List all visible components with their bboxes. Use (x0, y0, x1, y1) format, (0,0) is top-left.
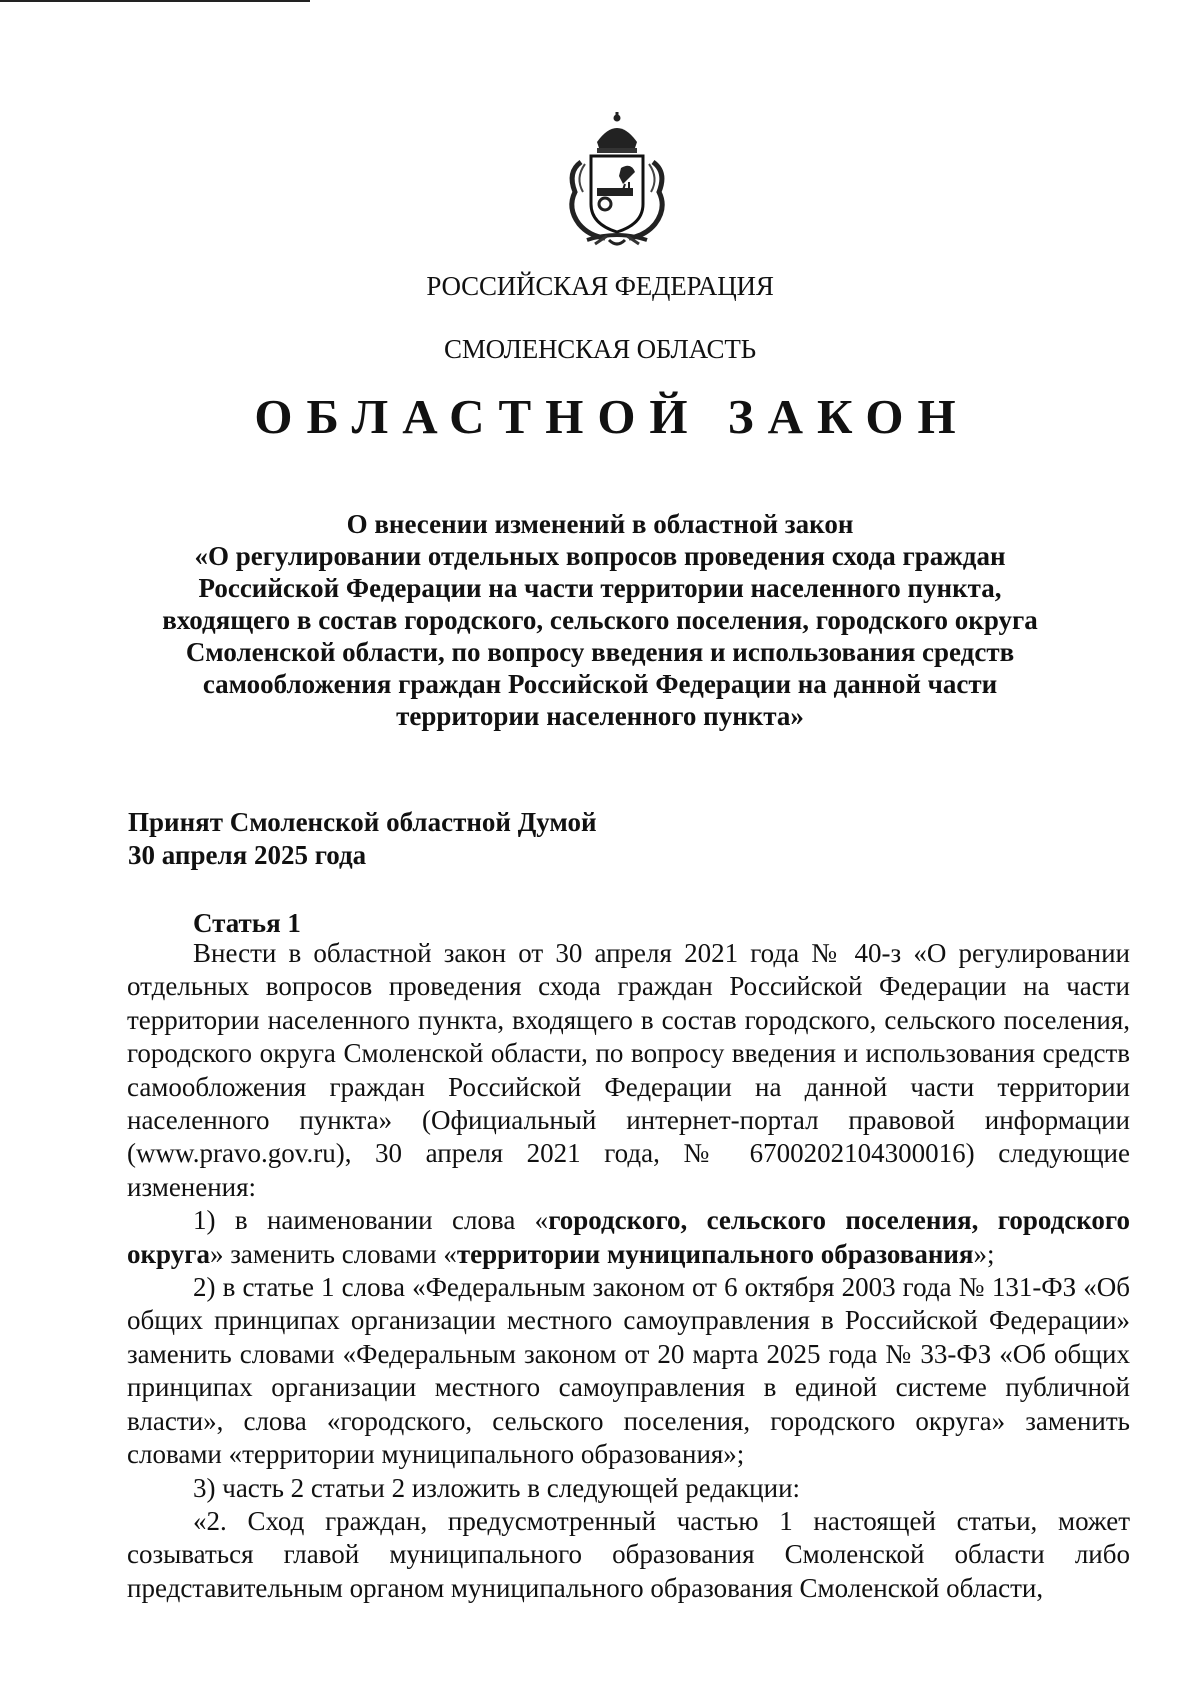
item-1-new-words: территории муниципального образования (456, 1238, 974, 1269)
article-body (127, 937, 1130, 1605)
article-intro: Внести в областной закон от 30 апреля 2021 года № 40-з «О регулировании отдельных вопросов проведения схода граждан Российской Федерации на части территории населенного пункта, входящего в состав городского, сельского поселения, городского округа Смоленской области, по вопросу введения и использования средств самообложения граждан Российской Федерации на данной части территории населенного пункта» (Официальный интернет-портал правовой информации (www.pravo.gov.ru), 30 апреля 2021 года, № 6700202104300016) следующие изменения: (127, 938, 1130, 1202)
article-item-3: 3) часть 2 статьи 2 изложить в следующей редакции: (193, 1472, 801, 1503)
article-item-1 (127, 1204, 1130, 1271)
law-title-line: Смоленской области, по вопросу введения и использования средств (185, 637, 1015, 667)
law-title-line: самообложения граждан Российской Федерации на данной части (202, 669, 998, 699)
law-title-line: «О регулировании отдельных вопросов проведения схода граждан (194, 541, 1006, 571)
header-region: СМОЛЕНСКАЯ ОБЛАСТЬ (444, 334, 756, 364)
adoption-block (128, 806, 597, 872)
law-title-line: территории населенного пункта» (396, 701, 804, 731)
law-title (120, 508, 1080, 732)
article-heading: Статья 1 (193, 908, 301, 938)
header-country: РОССИЙСКАЯ ФЕДЕРАЦИЯ (426, 271, 774, 301)
smolensk-coat-of-arms-icon (561, 112, 673, 250)
law-title-line: входящего в состав городского, сельского поселения, городского округа (162, 605, 1038, 635)
item-1-middle: » заменить словами « (209, 1238, 457, 1269)
document-type-heading: ОБЛАСТНОЙ ЗАКОН (254, 389, 970, 444)
law-title-line: О внесении изменений в областной закон (346, 509, 854, 539)
adoption-date: 30 апреля 2025 года (128, 840, 367, 870)
law-title-line: Российской Федерации на части территории населенного пункта, (198, 573, 1002, 603)
item-1-suffix: »; (973, 1238, 995, 1269)
article-item-2: 2) в статье 1 слова «Федеральным законом от 6 октября 2003 года № 131-ФЗ «Об общих принципах организации местного самоуправления в Российской Федерации» заменить словами «Федеральным законом от 20 марта 2025 года № 33-ФЗ «Об общих принципах организации местного самоуправления в единой системе публичной власти», слова «городского, сельского поселения, городского округа» заменить словами «территории муниципального образования»; (127, 1272, 1130, 1470)
scan-edge-line (0, 0, 310, 2)
adoption-line: Принят Смоленской областной Думой (128, 807, 597, 837)
item-1-old-words: городского, сельского поселения, городского округа (127, 1205, 1131, 1269)
item-1-prefix: 1) в наименовании слова « (193, 1205, 549, 1236)
article-quote: «2. Сход граждан, предусмотренный частью 1 настоящей статьи, может созываться главой муниципального образования Смоленской области либо представительным органом муниципального образования Смоленской области, (127, 1505, 1130, 1603)
